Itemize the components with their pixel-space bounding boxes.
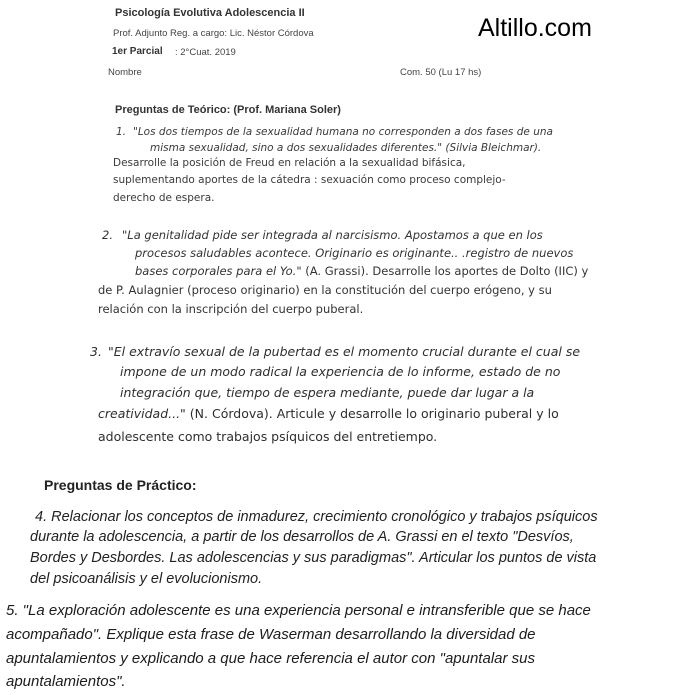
q2-line-5: relación con la inscripción del cuerpo puberal. <box>98 302 364 316</box>
q2-quote-line-3 <box>135 264 588 278</box>
q1-line-3: Desarrolle la posición de Freud en relación a la sexualidad bifásica, <box>113 157 466 169</box>
name-label: Nombre <box>108 67 142 78</box>
q2-quote-line-2: procesos saludables acontece. Originario es originante.. .registro de nuevos <box>135 246 574 260</box>
q1-line-4: suplementando aportes de la cátedra : sexuación como proceso complejo- <box>113 174 506 186</box>
q5-line-1: 5. "La exploración adolescente es una experiencia personal e intransferible que se hace <box>6 602 591 619</box>
q1-author: (Silvia Bleichmar). <box>442 142 542 154</box>
course-title: Psicología Evolutiva Adolescencia II <box>115 7 305 19</box>
q1-line-5: derecho de espera. <box>113 192 215 204</box>
q4-line-2: durante la adolescencia, a partir de los desarrollos de A. Grassi en el texto "Desvíos, <box>30 529 574 545</box>
professor-line: Prof. Adjunto Reg. a cargo: Lic. Néstor Córdova <box>113 28 314 39</box>
q3-number: 3. <box>90 344 102 359</box>
q3-line-5: adolescente como trabajos psíquicos del entretiempo. <box>98 429 438 444</box>
commission: Com. 50 (Lu 17 hs) <box>400 67 482 78</box>
q3-quote-end: creatividad..." <box>98 406 186 421</box>
q4-line-4: del psicoanálisis y el evolucionismo. <box>30 571 263 587</box>
q1-quote-end: misma sexualidad, sino a dos sexualidades diferentes." <box>150 142 443 154</box>
q3-quote-line-1: "El extravío sexual de la pubertad es el momento crucial durante el cual se <box>108 344 581 359</box>
watermark: Altillo.com <box>478 14 592 42</box>
exam-label: 1er Parcial <box>112 46 163 57</box>
q1-quote-line-2 <box>150 142 541 154</box>
q5-line-2: acompañado". Explique esta frase de Waserman desarrollando la diversidad de <box>6 626 536 643</box>
q5-line-3: apuntalamientos y explicando a que hace referencia el autor con "apuntalar sus <box>6 650 535 667</box>
q4-line-1: 4. Relacionar los conceptos de inmadurez, crecimiento cronológico y trabajos psíquicos <box>35 509 598 525</box>
practice-title: Preguntas de Práctico: <box>44 477 197 493</box>
q3-prompt: (N. Córdova). Articule y desarrolle lo originario puberal y lo <box>185 406 559 421</box>
q2-prompt: (A. Grassi). Desarrolle los aportes de Dolto (IIC) y <box>301 264 589 278</box>
q2-number: 2. <box>102 228 113 242</box>
q4-line-3: Bordes y Desbordes. Las adolescencias y sus paradigmas". Articular los puntos de vista <box>30 550 597 566</box>
q2-quote-line-1: "La genitalidad pide ser integrada al narcisismo. Apostamos a que en los <box>122 228 543 242</box>
q3-quote-line-2: impone de un modo radical la experiencia de lo informe, estado de no <box>120 364 561 379</box>
q3-quote-line-3: integración que, tiempo de espera mediante, puede dar lugar a la <box>120 385 535 400</box>
q2-line-4: de P. Aulagnier (proceso originario) en la constitución del cuerpo erógeno, y su <box>98 283 552 297</box>
q2-quote-end: bases corporales para el Yo." <box>135 264 302 278</box>
exam-term: : 2°Cuat. 2019 <box>175 47 236 58</box>
q1-quote-line-1: "Los dos tiempos de la sexualidad humana no corresponden a dos fases de una <box>133 126 553 138</box>
q1-number: 1. <box>116 126 127 138</box>
q5-line-4: apuntalamientos". <box>6 673 126 690</box>
q3-quote-line-4 <box>98 406 559 421</box>
theory-title: Preguntas de Teórico: (Prof. Mariana Soler) <box>115 104 341 116</box>
